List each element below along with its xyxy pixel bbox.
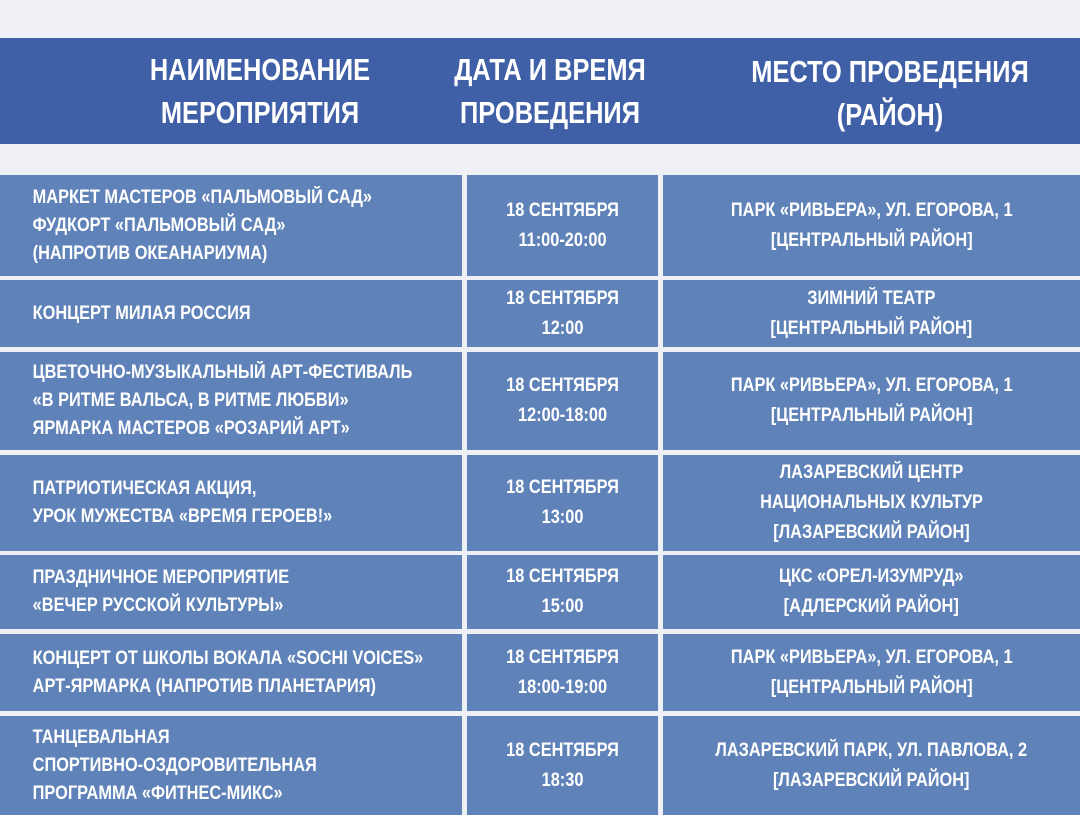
event-name-cell-line: «В РИТМЕ ВАЛЬСА, В РИТМЕ ЛЮБВИ» (32, 390, 349, 411)
event-name-cell-line: ПАТРИОТИЧЕСКАЯ АКЦИЯ, (32, 478, 257, 499)
header-place-line: МЕСТО ПРОВЕДЕНИЯ (751, 54, 1029, 89)
place-cell-line: [ЦЕНТРАЛЬНЫЙ РАЙОН] (770, 405, 973, 426)
table-row (0, 455, 1080, 551)
header-event-name-line: МЕРОПРИЯТИЯ (160, 95, 360, 130)
table-row (0, 352, 1080, 450)
datetime-cell-line: 18 СЕНТЯБРЯ (506, 566, 619, 587)
event-name-cell-line: ФУДКОРТ «ПАЛЬМОВЫЙ САД» (32, 214, 286, 236)
place-cell-line: ПАРК «РИВЬЕРА», УЛ. ЕГОРОВА, 1 (730, 375, 1013, 396)
place-cell-line: [ЦЕНТРАЛЬНЫЙ РАЙОН] (770, 676, 973, 698)
table-row (0, 280, 1080, 347)
header-event-name-line: НАИМЕНОВАНИЕ (149, 52, 371, 87)
table-row (0, 716, 1080, 815)
place-cell-line: ЛАЗАРЕВСКИЙ ЦЕНТР (779, 462, 964, 483)
datetime-cell-line: 12:00 (541, 317, 584, 339)
event-name-cell (0, 352, 462, 450)
datetime-cell-line: 18:00-19:00 (517, 676, 608, 698)
event-name-cell-line: КОНЦЕРТ ОТ ШКОЛЫ ВОКАЛА «SOCHI VOICES» (32, 647, 424, 669)
place-cell (663, 280, 1080, 347)
event-name-cell-line: АРТ-ЯРМАРКА (НАПРОТИВ ПЛАНЕТАРИЯ) (32, 675, 376, 697)
table-row (0, 634, 1080, 711)
event-name-cell-line: УРОК МУЖЕСТВА «ВРЕМЯ ГЕРОЕВ!» (32, 506, 333, 527)
datetime-cell-line: 18 СЕНТЯБРЯ (506, 375, 619, 396)
datetime-cell (467, 634, 658, 711)
event-name-cell-line: (НАПРОТИВ ОКЕАНАРИУМА) (32, 242, 268, 264)
header-place-line: (РАЙОН) (836, 97, 944, 132)
datetime-cell (467, 352, 658, 450)
datetime-cell-line: 15:00 (541, 596, 584, 617)
place-cell-line: ЛАЗАРЕВСКИЙ ПАРК, УЛ. ПАВЛОВА, 2 (715, 739, 1028, 761)
header-datetime-line: ПРОВЕДЕНИЯ (460, 95, 640, 130)
event-name-cell (0, 455, 462, 551)
place-cell (663, 455, 1080, 551)
table-row (0, 175, 1080, 276)
place-cell-line: [ЦЕНТРАЛЬНЫЙ РАЙОН] (770, 229, 973, 251)
datetime-cell-line: 12:00-18:00 (517, 405, 608, 426)
datetime-cell (467, 555, 658, 629)
event-name-cell-line: ТАНЦЕВАЛЬНАЯ (32, 726, 170, 748)
datetime-cell-line: 18 СЕНТЯБРЯ (506, 199, 619, 221)
place-cell (663, 555, 1080, 629)
place-cell-line: ПАРК «РИВЬЕРА», УЛ. ЕГОРОВА, 1 (730, 646, 1013, 668)
event-name-cell (0, 555, 462, 629)
event-name-cell (0, 175, 462, 276)
datetime-cell (467, 280, 658, 347)
event-name-cell-line: ЯРМАРКА МАСТЕРОВ «РОЗАРИЙ АРТ» (32, 418, 350, 439)
header-place (726, 48, 1054, 138)
datetime-cell (467, 716, 658, 815)
place-cell-line: [ЛАЗАРЕВСКИЙ РАЙОН] (773, 769, 970, 791)
datetime-cell-line: 13:00 (541, 507, 584, 528)
place-cell-line: [АДЛЕРСКИЙ РАЙОН] (783, 596, 960, 617)
event-name-cell-line: ЦВЕТОЧНО-МУЗЫКАЛЬНЫЙ АРТ-ФЕСТИВАЛЬ (32, 362, 413, 383)
place-cell-line: [ЦЕНТРАЛЬНЫЙ РАЙОН] (770, 317, 973, 339)
place-cell (663, 352, 1080, 450)
datetime-cell-line: 18 СЕНТЯБРЯ (506, 287, 619, 309)
header-datetime-line: ДАТА И ВРЕМЯ (454, 52, 646, 87)
event-name-cell-line: МАРКЕТ МАСТЕРОВ «ПАЛЬМОВЫЙ САД» (32, 186, 372, 208)
datetime-cell-line: 18:30 (541, 769, 584, 791)
event-name-cell-line: КОНЦЕРТ МИЛАЯ РОССИЯ (32, 302, 251, 324)
table-header (0, 38, 1080, 144)
event-name-cell-line: «ВЕЧЕР РУССКОЙ КУЛЬТУРЫ» (32, 595, 284, 616)
event-name-cell-line: СПОРТИВНО-ОЗДОРОВИТЕЛЬНАЯ (32, 754, 317, 776)
datetime-cell-line: 18 СЕНТЯБРЯ (506, 646, 619, 668)
datetime-cell (467, 175, 658, 276)
place-cell-line: ЗИМНИЙ ТЕАТР (807, 287, 936, 309)
place-cell-line: НАЦИОНАЛЬНЫХ КУЛЬТУР (760, 492, 983, 513)
datetime-cell-line: 18 СЕНТЯБРЯ (506, 477, 619, 498)
datetime-cell (467, 455, 658, 551)
place-cell-line: ЦКС «ОРЕЛ-ИЗУМРУД» (779, 566, 964, 587)
event-name-cell-line: ПРОГРАММА «ФИТНЕС-МИКС» (32, 782, 283, 804)
datetime-cell-line: 18 СЕНТЯБРЯ (506, 739, 619, 761)
header-datetime (427, 46, 673, 136)
event-name-cell (0, 716, 462, 815)
event-name-cell (0, 280, 462, 347)
table-row (0, 555, 1080, 629)
datetime-cell-line: 11:00-20:00 (518, 229, 607, 251)
place-cell (663, 175, 1080, 276)
header-event-name (96, 46, 424, 136)
place-cell (663, 634, 1080, 711)
event-name-cell (0, 634, 462, 711)
event-name-cell-line: ПРАЗДНИЧНОЕ МЕРОПРИЯТИЕ (32, 567, 290, 588)
place-cell-line: ПАРК «РИВЬЕРА», УЛ. ЕГОРОВА, 1 (730, 199, 1013, 221)
place-cell (663, 716, 1080, 815)
place-cell-line: [ЛАЗАРЕВСКИЙ РАЙОН] (773, 522, 970, 543)
